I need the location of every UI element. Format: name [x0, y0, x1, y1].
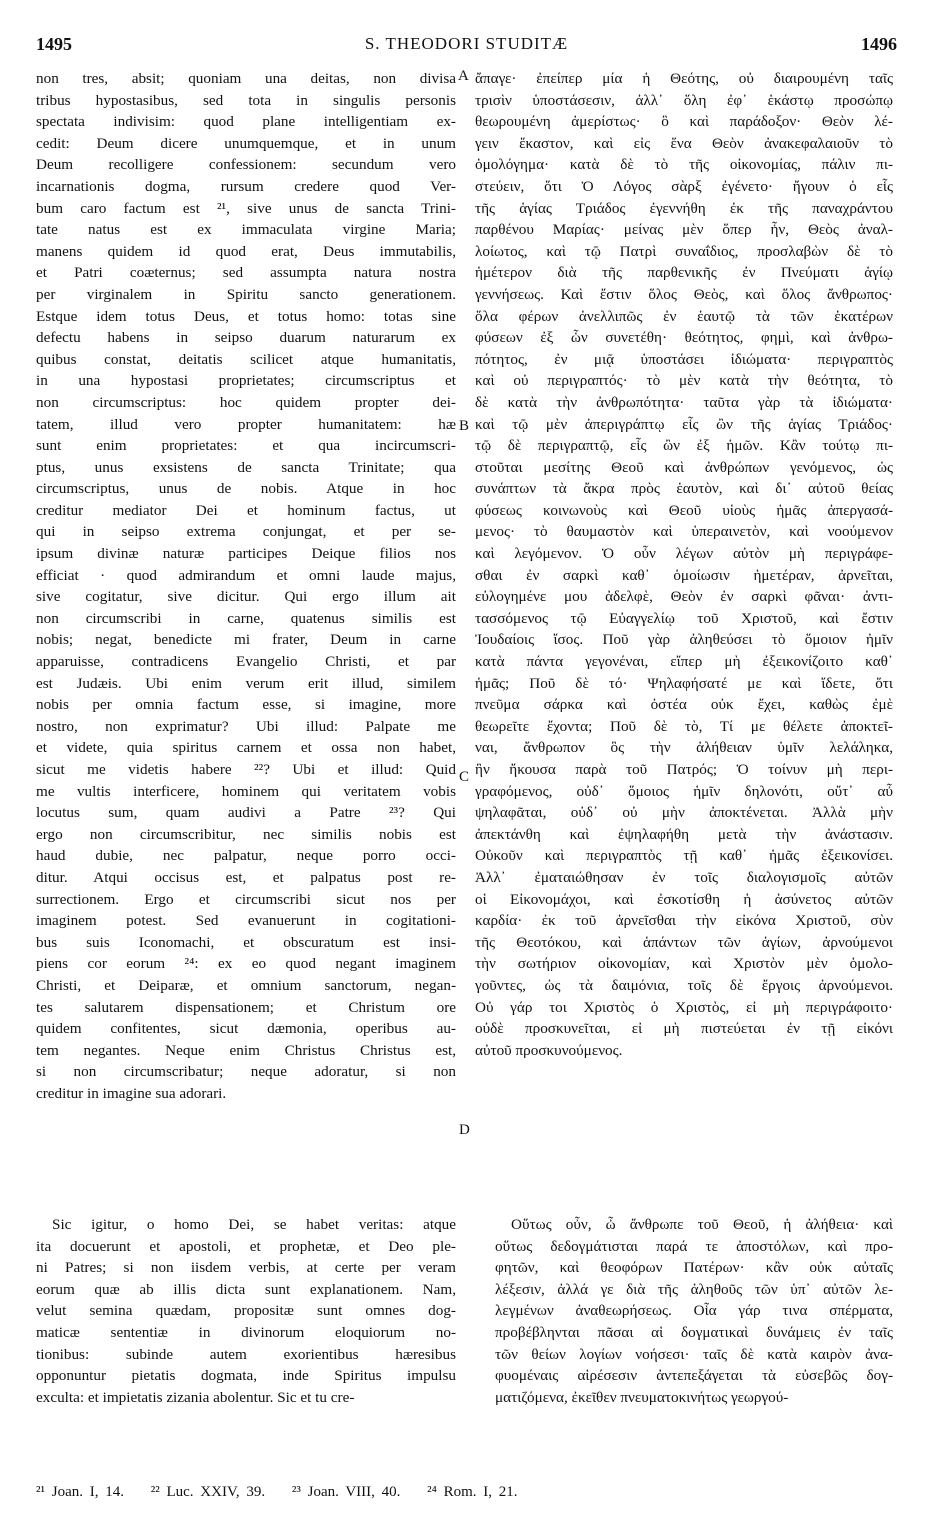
text-line: ni Patres; si non iisdem verbis, at certe per veram	[36, 1259, 456, 1277]
text-line: opponuntur pietatis dogmata, inde Spiritus impulsu	[36, 1367, 456, 1385]
text-line: φητῶν, καὶ θεοφόρων Πατέρων· κἂν οὐκ αὐταῖς	[495, 1259, 893, 1277]
text-line: tribus hypostasibus, sed tota in singulis personis	[36, 91, 456, 109]
text-line: ipsum divinæ naturæ participes Deique filios nos	[36, 545, 456, 563]
text-line: ἀπεκτάνθη καὶ ἐψηλαφήθη μετὰ τὴν ἀνάστασιν.	[475, 825, 893, 843]
text-line: στεύειν, ὅτι Ὁ Λόγος σὰρξ ἐγένετο· ἤγουν ὁ εἷς	[475, 177, 893, 195]
footnote: ²² Luc. XXIV, 39.	[150, 1484, 266, 1500]
text-line: ὅλα φέρων ἀνελλιπῶς ἐν ἑαυτῷ τὰ τῶν ἑκατέρων	[475, 307, 893, 325]
text-line: in una hypostasi proprietates; circumscriptus et	[36, 372, 456, 390]
text-line: Christi, et Deiparæ, et omnium sanctorum, negan-	[36, 976, 456, 994]
text-line: creditur in imagine sua adorari.	[36, 1084, 227, 1102]
text-line: apparuisse, contradicens Evangelio Christi, et par	[36, 653, 456, 671]
footnote: ²¹ Joan. I, 14.	[36, 1484, 124, 1500]
text-line: κατὰ πάντα γεγονέναι, εἴπερ μὴ ἐξεικονίζοιτο καθ᾽	[475, 653, 893, 671]
margin-marker-d: D	[459, 1122, 470, 1138]
greek-column-continued	[495, 1214, 893, 1408]
text-line: Οὐκοῦν καὶ περιγραπτὸς τῇ καθ᾽ ἡμᾶς ἐξεικονίσει.	[475, 847, 893, 865]
text-line: αὐτοῦ προσκυνούμενος.	[475, 1041, 623, 1059]
text-line: παρθένου Μαρίας· μείνας μὲν ὅπερ ἦν, Θεὸς ἀναλ-	[475, 221, 893, 239]
text-line: ματιζόμενα, ἐκεῖθεν πνευματοκινήτως γεωργού-	[495, 1388, 789, 1406]
text-line: δὲ κατὰ τὴν ἀνθρωπότητα· ταῦτα γὰρ τὰ ἰδιώματα·	[475, 393, 893, 411]
text-line: ditur. Atqui occisus est, et palpatus post re-	[36, 868, 456, 886]
latin-column-continued	[36, 1214, 456, 1408]
text-line: efficiat · quod admirandum et omni laude majus,	[36, 566, 456, 584]
text-line: εὐλογημένε μου ἀδελφὲ, Θεὸν ἐν σαρκὶ φᾶναι· ἀντι-	[475, 588, 893, 606]
text-line: quibus constat, deitatis scilicet atque humanitatis,	[36, 350, 456, 368]
margin-marker-a: A	[458, 68, 469, 84]
text-line: Οὕτως οὖν, ὦ ἄνθρωπε τοῦ Θεοῦ, ἡ ἀλήθεια· καὶ	[511, 1216, 893, 1233]
text-line: sive cogitatur, sive dicitur. Qui ergo illum ait	[36, 588, 456, 606]
text-line: ὁμολόγημα· κατὰ δὲ τὸ τῆς οἰκονομίας, πάλιν πι-	[475, 156, 893, 174]
text-line: si non circumscribatur; neque adoratur, si non	[36, 1063, 456, 1081]
text-line: καὶ οὐ περιγραπτός· τὸ μὲν κατὰ τὴν θεότητα, τὸ	[475, 372, 893, 390]
text-line: γραφόμενος, οὐδ᾽ ὅμοιος ἡμῖν δηλονότι, οὔτ᾽ αὖ	[475, 782, 893, 800]
text-line: et videte, quia spiritus carnem et ossa non habet,	[36, 739, 456, 757]
text-line: οὕτως δεδογμάτισται παρά τε ἀποστόλων, καὶ προ-	[495, 1237, 893, 1255]
text-line: nostro, non exprimatur? Ubi illud: Palpate me	[36, 717, 456, 735]
text-line: Estque idem totus Deus, et totus homo: totas sine	[36, 307, 456, 325]
text-line: τρισὶν ὑποστάσεσιν, ἀλλ᾽ ὅλη ἐφ᾽ ἑκάστῳ προσώπῳ	[475, 91, 893, 109]
text-line: καρδία· ἐκ τοῦ ἀρνεῖσθαι τὴν εἰκόνα Χριστοῦ, σὺν	[475, 912, 893, 930]
footnote: ²⁴ Rom. I, 21.	[427, 1484, 518, 1500]
text-line: τῆς Θεοτόκου, καὶ ἁπάντων τῶν ἁγίων, ἀρνούμενοι	[475, 933, 893, 951]
text-line: θεωρουμένη ἀμερίστως· ὃ καὶ παράδοξον· Θεὸν λέ-	[475, 113, 893, 131]
latin-column	[36, 68, 456, 1105]
text-line: imaginem potest. Sed evanuerunt in cogitationi-	[36, 912, 456, 930]
text-line: φυομέναις αἱρέσεσιν ἀντεπεξάγεται τὰ εὐσεβῶς δογ-	[495, 1367, 893, 1385]
text-line: ita docuerunt et apostoli, et prophetæ, et Deo ple-	[36, 1237, 456, 1255]
text-line: velut semina quædam, propositæ sunt omnes dog-	[36, 1302, 456, 1320]
text-line: καὶ τῷ μὲν ἀπεριγράπτῳ εἷς ὢν τῆς ἁγίας Τριάδος·	[475, 415, 893, 433]
text-line: defectu habens in seipso duarum naturarum ex	[36, 329, 456, 347]
text-line: γεννήσεως. Καὶ ἔστιν ὅλος Θεὸς, καὶ ὅλος ἄνθρωπος·	[475, 285, 893, 303]
text-line: προβέβληνται πᾶσαι αἱ δογματικαὶ δυνάμεις ἐν ταῖς	[495, 1323, 893, 1341]
text-line: maticæ sententiæ in divinorum eloquiorum no-	[36, 1323, 456, 1341]
text-line: non circumscribi in carne, quatenus similis est	[36, 609, 456, 627]
left-column-number: 1495	[36, 34, 72, 54]
text-line: Deum recolligere confessionem: secundum vero	[36, 156, 456, 174]
text-line: eorum quæ ab illis dicta sunt explanationem. Nam,	[36, 1280, 456, 1298]
text-line: creditur mediator Dei et hominum factus, ut	[36, 501, 456, 519]
text-line: me vultis interficere, hominem qui veritatem vobis	[36, 782, 456, 800]
text-line: πνεῦμα σάρκα καὶ ὀστέα οὐκ ἔχει, καθὼς ἐμὲ	[475, 696, 893, 714]
text-line: manens quidem id quod erat, Deus immutabilis,	[36, 242, 456, 260]
text-line: nobis per omnia factum esse, si imagine, more	[36, 696, 456, 714]
footnotes	[36, 1484, 897, 1501]
text-line: γειν ἕκαστον, καὶ εἰς ἕνα Θεὸν ἀνακεφαλαιοῦν τὸ	[475, 134, 893, 152]
text-line: locutus sum, quam audivi a Patre ²³? Qui	[36, 804, 456, 822]
text-line: non tres, absit; quoniam una deitas, non divisa	[36, 70, 456, 87]
text-line: ergo non circumscribitur, nec similis nobis est	[36, 825, 456, 843]
text-line: γοῦντες, ὡς τὰ δαιμόνια, τοῖς δὲ ἔργοις ἀρνούμενοι.	[475, 976, 893, 994]
text-line: ἡμᾶς; Ποῦ δὲ τό· Ψηλαφήσατέ με καὶ ἴδετε, ὅτι	[475, 674, 893, 692]
margin-marker-c: C	[459, 769, 470, 785]
text-line: καὶ λεγόμενον. Ὁ οὖν λέγων αὐτὸν μὴ περιγράφε-	[475, 545, 893, 563]
text-line: qui in seipso extrema conjungat, et per se-	[36, 523, 456, 541]
text-line: φύσεως κοινωνοὺς καὶ Θεοῦ υἱοὺς ἡμᾶς ἀπεργασά-	[475, 501, 893, 519]
text-line: exculta: et impietatis zizania abolentur. Sic et tu cre-	[36, 1388, 355, 1406]
text-line: ptus, unus exsistens de sancta Trinitate; qua	[36, 458, 456, 476]
text-line: ναι, ἄνθρωπον ὃς τὴν ἀλήθειαν ὑμῖν λελάληκα,	[475, 739, 893, 757]
text-line: οἱ Εἰκονομάχοι, καὶ ἐσκοτίσθη ἡ ἀσύνετος αὐτῶν	[475, 890, 893, 908]
text-line: φύσεων ἐξ ὧν συνετέθη· θεότητος, φημὶ, καὶ ἀνθρω-	[475, 329, 893, 347]
text-line: per virginalem in Spiritu sancto generationem.	[36, 285, 456, 303]
text-line: spectata indivisim: quod plane intelligentiam ex-	[36, 113, 456, 131]
footnote: ²³ Joan. VIII, 40.	[291, 1484, 401, 1500]
text-line: οὐδὲ προσκυνεῖται, εἰ μὴ πιστεύεται ἐν τῇ εἰκόνι	[475, 1020, 893, 1038]
text-line: sicut me videtis habere ²²? Ubi et illud: Quid	[36, 761, 456, 778]
text-line: circumscriptus, unus de nobis. Atque in hoc	[36, 480, 456, 498]
text-line: haud dubie, nec palpatur, neque porro occi-	[36, 847, 456, 865]
right-column-number: 1496	[861, 34, 897, 54]
text-line: tem negantes. Neque enim Christus Christus est,	[36, 1041, 456, 1059]
text-line: incarnationis dogma, rursum credere quod Ver-	[36, 177, 456, 195]
running-title: S. THEODORI STUDITÆ	[364, 34, 569, 53]
text-line: piens cor eorum ²⁴: ex eo quod negant imaginem	[36, 955, 456, 973]
text-line: στοῦται μεσίτης Θεοῦ καὶ ἀνθρώπων γενόμενος, ὡς	[475, 458, 893, 476]
margin-marker-b: B	[459, 418, 470, 434]
text-line: Sic igitur, o homo Dei, se habet veritas: atque	[52, 1216, 456, 1233]
text-line: non circumscriptus: hoc quidem propter dei-	[36, 393, 456, 411]
text-line: ἡμέτερον διὰ τῆς παρθενικῆς ἐν Πνεύματι ἁγίῳ	[475, 264, 893, 282]
text-line: τῷ δὲ περιγραπτῷ, εἷς ὢν ἐξ ἡμῶν. Κἂν τούτῳ πι-	[475, 437, 893, 455]
text-line: ψηλαφᾶται, οὐδ᾽ οὐ μὴν ἀποκτένεται. Ἀλλὰ μὴν	[475, 804, 893, 822]
text-line: σθαι ἐν σαρκὶ καθ᾽ ὁμοίωσιν ἡμετέραν, ἀρνεῖται,	[475, 566, 893, 584]
text-line: λεγμένων ἀναθεωρήσεως. Οἷα γάρ τινα σπέρματα,	[495, 1302, 893, 1320]
text-line: bum caro factum est ²¹, sive unus de sancta Trini-	[36, 199, 456, 217]
text-line: λέξεσιν, ἀλλά γε διὰ τῆς ἀληθοῦς τῶν ὑπ᾽ αὐτῶν λε-	[495, 1280, 893, 1298]
text-line: et Patri coæternus; sed assumpta natura nostra	[36, 264, 456, 282]
text-line: τῶν θείων λογίων νοήσεσι· ταῖς δὲ κατὰ καιρὸν ἀνα-	[495, 1345, 893, 1363]
text-line: συνάπτων τὰ ἄκρα πρὸς ἑαυτὸν, καὶ δι᾽ αὐτοῦ θείας	[475, 480, 893, 498]
page-header	[36, 34, 897, 60]
text-line: Ἀλλ᾽ ἐματαιώθησαν ἐν τοῖς διαλογισμοῖς αὐτῶν	[475, 868, 893, 886]
text-line: est Judæis. Ubi enim verum erit illud, similem	[36, 674, 456, 692]
text-line: tes salutarem dispensationem; et Christum ore	[36, 998, 456, 1016]
greek-column	[475, 68, 893, 1061]
text-line: Ἰουδαίοις ἴσος. Ποῦ γὰρ ἀληθεύσει τὸ ὅμοιον ἡμῖν	[475, 631, 893, 649]
text-line: nobis; negat, benedicte mi frater, Deum in carne	[36, 631, 456, 649]
text-line: tatem, illud vero propter humanitatem: hæ	[36, 415, 456, 433]
text-line: Οὐ γάρ τοι Χριστὸς ὁ Χριστὸς, εἰ μὴ περιγράφοιτο·	[475, 998, 893, 1016]
text-line: θεωρεῖτε ἔχοντα; Ποῦ δὲ τὸ, Τί με θέλετε ἀποκτεῖ-	[475, 717, 893, 735]
text-line: tionibus: subinde autem exorientibus hæresibus	[36, 1345, 456, 1363]
text-line: τὴν σωτήριον οἰκονομίαν, καὶ Χριστὸν μὲν ὁμολο-	[475, 955, 893, 973]
text-line: ἄπαγε· ἐπείπερ μία ἡ Θεότης, οὐ διαιρουμένη ταῖς	[475, 70, 893, 87]
text-line: τῆς ἁγίας Τριάδος ἐγεννήθη ἐκ τῆς παναχράντου	[475, 199, 893, 217]
text-line: sunt enim proprietates: et qua incircumscri-	[36, 437, 456, 455]
text-line: cedit: Deum dicere unumquemque, et in unum	[36, 134, 456, 152]
text-line: surrectionem. Ergo et circumscribi sicut nos per	[36, 890, 456, 908]
text-line: μενος· τὸ θαυμαστὸν καὶ ὑπεραινετὸν, καὶ νοούμενον	[475, 523, 893, 541]
text-line: tate natus est ex immaculata virgine Maria;	[36, 221, 456, 239]
text-line: ἣν ἤκουσα παρὰ τοῦ Πατρός; Ὁ τοίνυν μὴ περι-	[475, 761, 893, 778]
text-line: quidem confitentes, sicut dæmonia, operibus au-	[36, 1020, 456, 1038]
text-line: πότητος, ἐν μιᾷ ὑποστάσει ἰδιώματα· περιγραπτὸς	[475, 350, 893, 368]
text-line: bus suis Iconomachi, et obscuratum est insi-	[36, 933, 456, 951]
text-line: λοίωτος, καὶ τῷ Πατρὶ συναΐδιος, προσλαβὼν δὲ τὸ	[475, 242, 893, 260]
text-line: τασσόμενος τῷ Εὐαγγελίῳ τοῦ Χριστοῦ, καὶ ἔστιν	[475, 609, 893, 627]
